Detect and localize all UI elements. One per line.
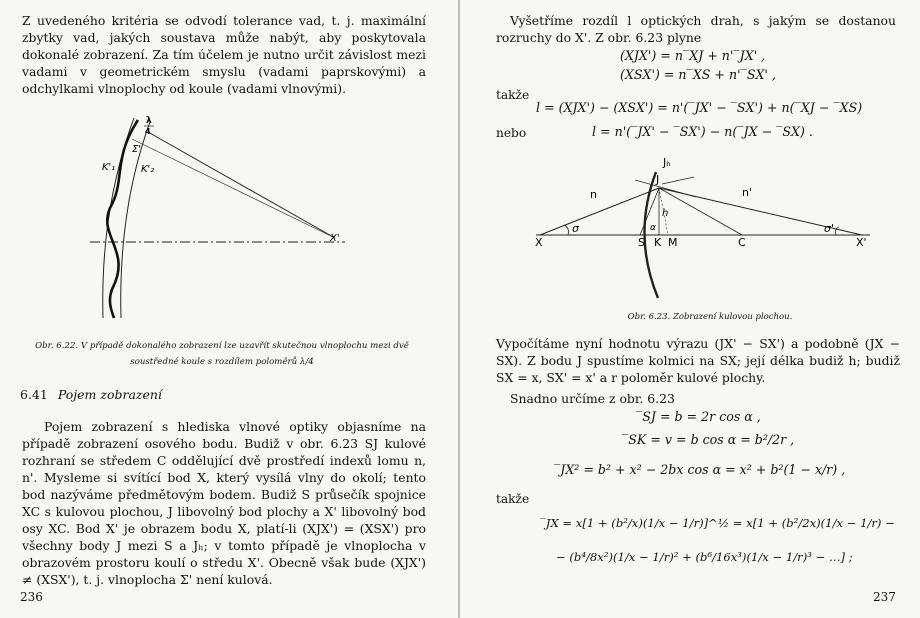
fig22-x: X': [330, 233, 340, 244]
ray-inner: [132, 139, 335, 238]
fig23-m: M: [668, 236, 678, 249]
fig23-j: J: [656, 173, 660, 186]
section-heading: [20, 387, 162, 402]
page-left: [0, 0, 459, 618]
fig23-x: X: [535, 236, 543, 249]
text-takze-2: takže: [496, 492, 530, 506]
page-number-left: 236: [20, 590, 43, 604]
fig23-c: C: [738, 236, 746, 249]
page-right: [460, 0, 920, 618]
equation-5: ‾SJ = b = 2r cos α ,: [636, 409, 761, 424]
caption-6-22-line-2: soustředné koule s rozdílem poloměrů λ/4: [130, 357, 314, 367]
left-para-3: Mysleme si svítící bod X, který vysílá vlny do okolí; tento bod nazýváme předmětovým bodem. Budiž S průsečík spojnice XC s kulovou plochou, J libovolný bod plochy a X' libovolný bod osy XC. Bod X' je obrazem bodu X, platí-li (XJX') = (XSX') pro všechny body J mezi S a Jₕ; v tomto případě je vlnoplocha v obrazovém prostoru koulí o středu X'. Obecně však bude (XJX') ≠ (XSX'), t. j. vlnoplocha Σ' není kulová.: [22, 470, 426, 587]
ray-outer: [148, 132, 335, 238]
fig23-x-prime: X': [856, 236, 867, 249]
fig23-n-prime: n': [742, 186, 752, 199]
text-takze-1: takže: [496, 88, 530, 102]
equation-6: ‾SK = v = b cos α = b²/2r ,: [622, 432, 795, 447]
fig23-sigma: σ: [572, 222, 579, 235]
fig23-s: S: [638, 236, 645, 249]
radius-j-c: [659, 188, 742, 235]
equation-4: l = n'(‾JX' − ‾SX') − n(‾JX − ‾SX) .: [592, 124, 813, 139]
section-number: 6.41: [20, 387, 48, 402]
equation-9: − (b⁴/8x²)(1/x − 1/r)² + (b⁶/16x³)(1/x − 1/r)³ − …] ;: [556, 550, 853, 564]
section-title: Pojem zobrazení: [57, 387, 162, 402]
caption-6-23: Obr. 6.23. Zobrazení kulovou plochou.: [627, 312, 793, 322]
right-para-1: Vyšetříme rozdíl l optických drah, s jakým se dostanou rozruchy do X'. Z obr. 6.23 plyne: [496, 13, 896, 45]
equation-2: (XSX') = n‾XS + n'‾SX' ,: [620, 67, 776, 82]
page-number-right: 237: [873, 590, 896, 604]
equation-3: l = (XJX') − (XSX') = n'(‾JX' − ‾SX') + n(‾XJ − ‾XS): [536, 100, 863, 115]
left-para-1: Z uvedeného kritéria se odvodí tolerance vad, t. j. maximální zbytky vad, jakých soustava může nabýt, aby poskytovala dokonalé zobrazení. Za tím účelem je nutno určit závislost mezi vadami v geometrickém smyslu (vadami paprskovými) a odchylkami vlnoplochy od koule (vadami vlnovými).: [22, 13, 426, 96]
right-para-2: Vypočítáme nyní hodnotu výrazu (JX' − SX') a podobně (JX − SX). Z bodu J spustíme kolmici na SX; její délka budiž h; budiž SX = x, SX' = x' a r poloměr kulové plochy.: [496, 336, 900, 385]
text-nebo: nebo: [496, 126, 527, 140]
ray-x-j: [540, 188, 659, 235]
figure-6-22: [0, 0, 459, 330]
equation-1: (XJX') = n‾XJ + n'‾JX' ,: [620, 48, 766, 63]
fig22-lambda-num: λ: [146, 116, 152, 126]
fig23-k: K: [654, 236, 662, 249]
figure-6-23: [460, 150, 920, 320]
fig22-k1: K'₁: [102, 162, 116, 173]
caption-6-22-line-1: Obr. 6.22. V případě dokonalého zobrazení lze uzavřít skutečnou vlnoplochu mezi dvě: [35, 341, 409, 351]
equation-8: ‾JX = x[1 + (b²/x)(1/x − 1/r)]^½ = x[1 + (b²/2x)(1/x − 1/r) −: [540, 516, 895, 530]
left-para-2: Pojem zobrazení s hlediska vlnové optiky objasníme na případě zobrazení osového bodu. Budiž v obr. 6.23 SJ kulové rozhraní se středem C oddělující dvě prostředí indexů lomu n, n'.: [22, 419, 426, 485]
fig22-lambda-den: 4: [145, 127, 151, 136]
fig23-alpha: α: [650, 223, 656, 233]
tangent-line: [635, 180, 696, 197]
fig22-sigma: Σ': [132, 144, 142, 155]
fig22-k2: K'₂: [141, 164, 155, 175]
right-para-3: Snadno určíme z obr. 6.23: [510, 391, 675, 406]
fig23-h: h: [662, 208, 669, 219]
fig23-sigma-prime: σ': [824, 222, 834, 235]
equation-7: ‾JX² = b² + x² − 2bx cos α = x² + b²(1 − x/r) ,: [554, 462, 846, 477]
fig23-jh: Jₕ: [663, 156, 671, 169]
fig23-n: n: [590, 188, 597, 201]
